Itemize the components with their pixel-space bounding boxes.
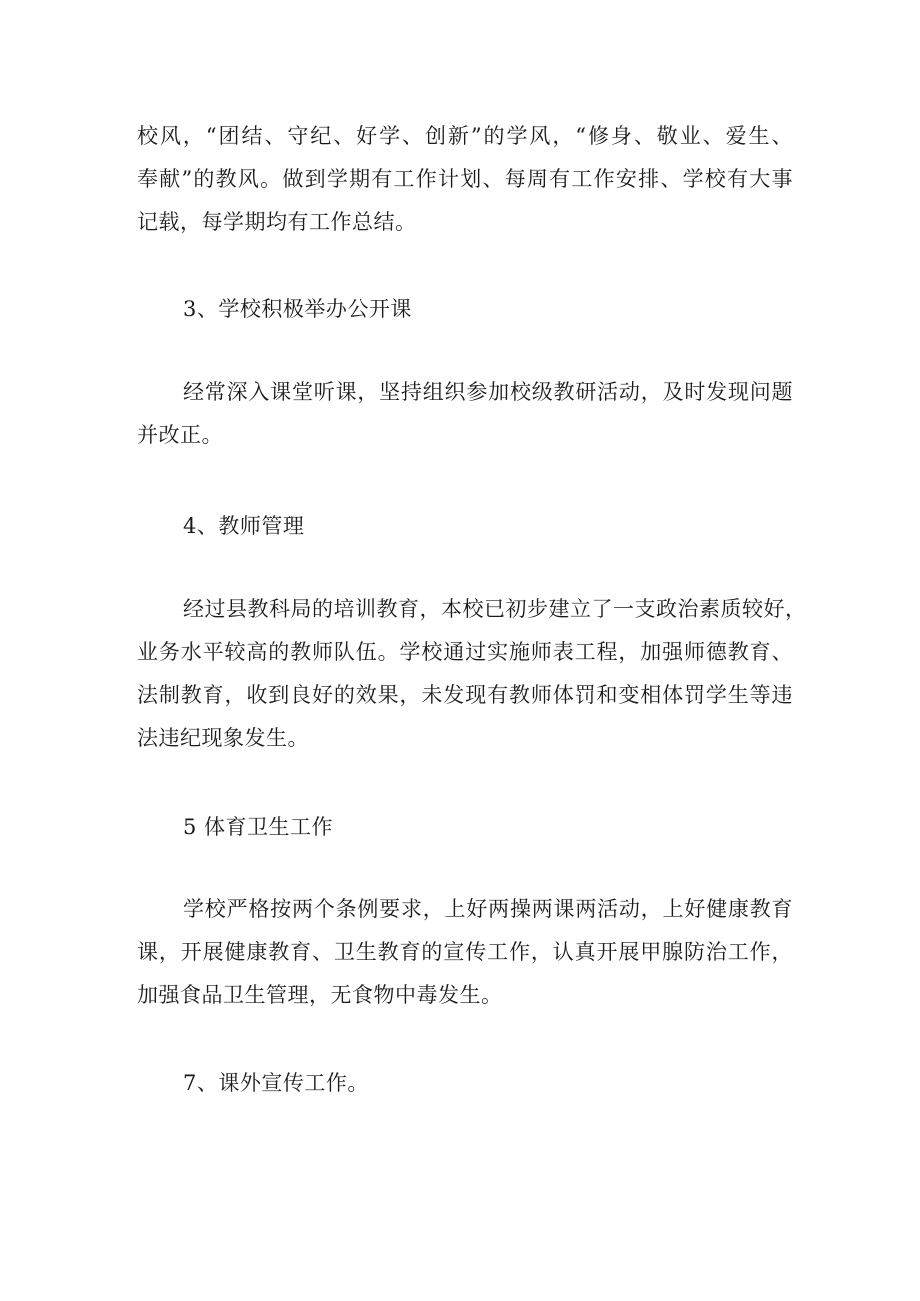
section-heading-teacher-management: 4、教师管理 (183, 514, 305, 538)
paragraph-line: 学校严格按两个条例要求，上好两操两课两活动，上好健康教育 (183, 897, 793, 921)
paragraph-line: 业务水平较高的教师队伍。学校通过实施师表工程，加强师德教育、 (137, 640, 793, 664)
paragraph-line: 法制教育，收到良好的效果，未发现有教师体罚和变相体罚学生等违 (137, 683, 793, 707)
paragraph-line: 经过县教科局的培训教育，本校已初步建立了一支政治素质较好， (183, 597, 807, 621)
section-heading-pe-health: 5 体育卫生工作 (183, 815, 334, 839)
paragraph-line: 课，开展健康教育、卫生教育的宣传工作，认真开展甲腺防治工作， (137, 940, 793, 964)
paragraph-line: 经常深入课堂听课，坚持组织参加校级教研活动，及时发现问题 (183, 380, 793, 404)
paragraph-school-style (137, 115, 793, 244)
paragraph-pe-health (137, 888, 793, 1017)
section-heading-extracurricular-publicity: 7、课外宣传工作。 (183, 1071, 369, 1095)
paragraph-teacher-management (137, 588, 807, 760)
paragraph-line: 校风，“团结、守纪、好学、创新”的学风，“修身、敬业、爱生、 (137, 124, 793, 148)
paragraph-line: 并改正。 (137, 423, 223, 447)
paragraph-line: 法违纪现象发生。 (137, 726, 309, 750)
paragraph-line: 奉献”的教风。做到学期有工作计划、每周有工作安排、学校有大事 (137, 167, 793, 191)
paragraph-open-class (137, 371, 793, 457)
paragraph-line: 记载，每学期均有工作总结。 (137, 210, 417, 234)
section-heading-open-class: 3、学校积极举办公开课 (183, 297, 412, 321)
paragraph-line: 加强食品卫生管理，无食物中毒发生。 (137, 983, 503, 1007)
